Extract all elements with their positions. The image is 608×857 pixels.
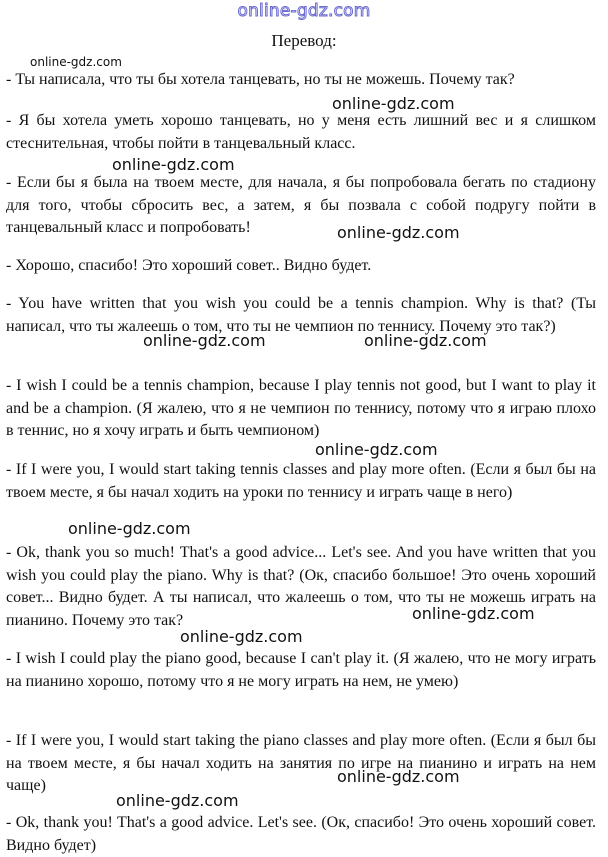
paragraph-7: - If I were you, I would start taking tennis classes and play more often. (Если я был бы на твоем месте, я бы начал ходить на уроки по теннису и играть чаще в него) [6, 461, 596, 501]
watermark-11: online-gdz.com [337, 767, 460, 786]
paragraph-10: - If I were you, I would start taking the piano classes and play more often. (Если я был бы на твоем месте, я бы начал ходить на занятия по игре на пианино и играть на нем чаще) [6, 732, 596, 794]
paragraph-8: - Ok, thank you so much! That's a good advice... Let's see. And you have written that you wish you could play the piano. Why is that? (Ок, спасибо большое! Это очень хороший совет... Видно будет. А ты написал, что жалеешь о том, что ты не можешь играть на пианино. Почему это так? [6, 544, 596, 629]
watermark-10: online-gdz.com [180, 627, 303, 646]
watermark-1: online-gdz.com [30, 55, 122, 69]
watermark-8: online-gdz.com [68, 519, 191, 538]
watermark-5: online-gdz.com [143, 331, 266, 350]
paragraph-3: - Если бы я была на твоем месте, для начала, я бы попробовала бегать по стадиону для того, чтобы сбросить вес, а затем, я бы позвала с собой подругу пойти в танцевальный класс и попробовать! [6, 174, 596, 236]
site-watermark-header: online-gdz.com [237, 1, 371, 21]
paragraph-6: - I wish I could be a tennis champion, because I play tennis not good, but I want to play it and be a champion. (Я жалею, что я не чемпион по теннису, потому что я играю плохо в теннис, но я хочу играть и быть чемпионом) [6, 377, 596, 439]
paragraph-4: - Хорошо, спасибо! Это хороший совет.. Видно будет. [6, 257, 372, 274]
watermark-2: online-gdz.com [332, 94, 455, 113]
page-title: Перевод: [271, 31, 337, 50]
paragraph-9: - I wish I could play the piano good, because I can't play it. (Я жалею, что не могу играть на пианино хорошо, потому что я не могу играть на нем, не умею) [6, 650, 596, 690]
watermark-6: online-gdz.com [364, 331, 487, 350]
watermark-3: online-gdz.com [112, 155, 235, 174]
paragraph-1: - Ты написала, что ты бы хотела танцевать, но ты не можешь. Почему так? [6, 71, 515, 88]
paragraph-2: - Я бы хотела уметь хорошо танцевать, но у меня есть лишний вес и я слишком стеснительная, чтобы пойти в танцевальный класс. [6, 112, 596, 152]
watermark-4: online-gdz.com [337, 223, 460, 242]
paragraph-5: - You have written that you wish you could be a tennis champion. Why is that? (Ты написал, что ты жалеешь о том, что ты не чемпион по теннису. Почему это так?) [6, 295, 596, 335]
watermark-12: online-gdz.com [116, 791, 239, 810]
paragraph-11: - Ok, thank you! That's a good advice. Let's see. (Ок, спасибо! Это очень хороший совет. Видно будет) [6, 814, 596, 854]
watermark-9: online-gdz.com [412, 604, 535, 623]
watermark-7: online-gdz.com [315, 440, 438, 459]
